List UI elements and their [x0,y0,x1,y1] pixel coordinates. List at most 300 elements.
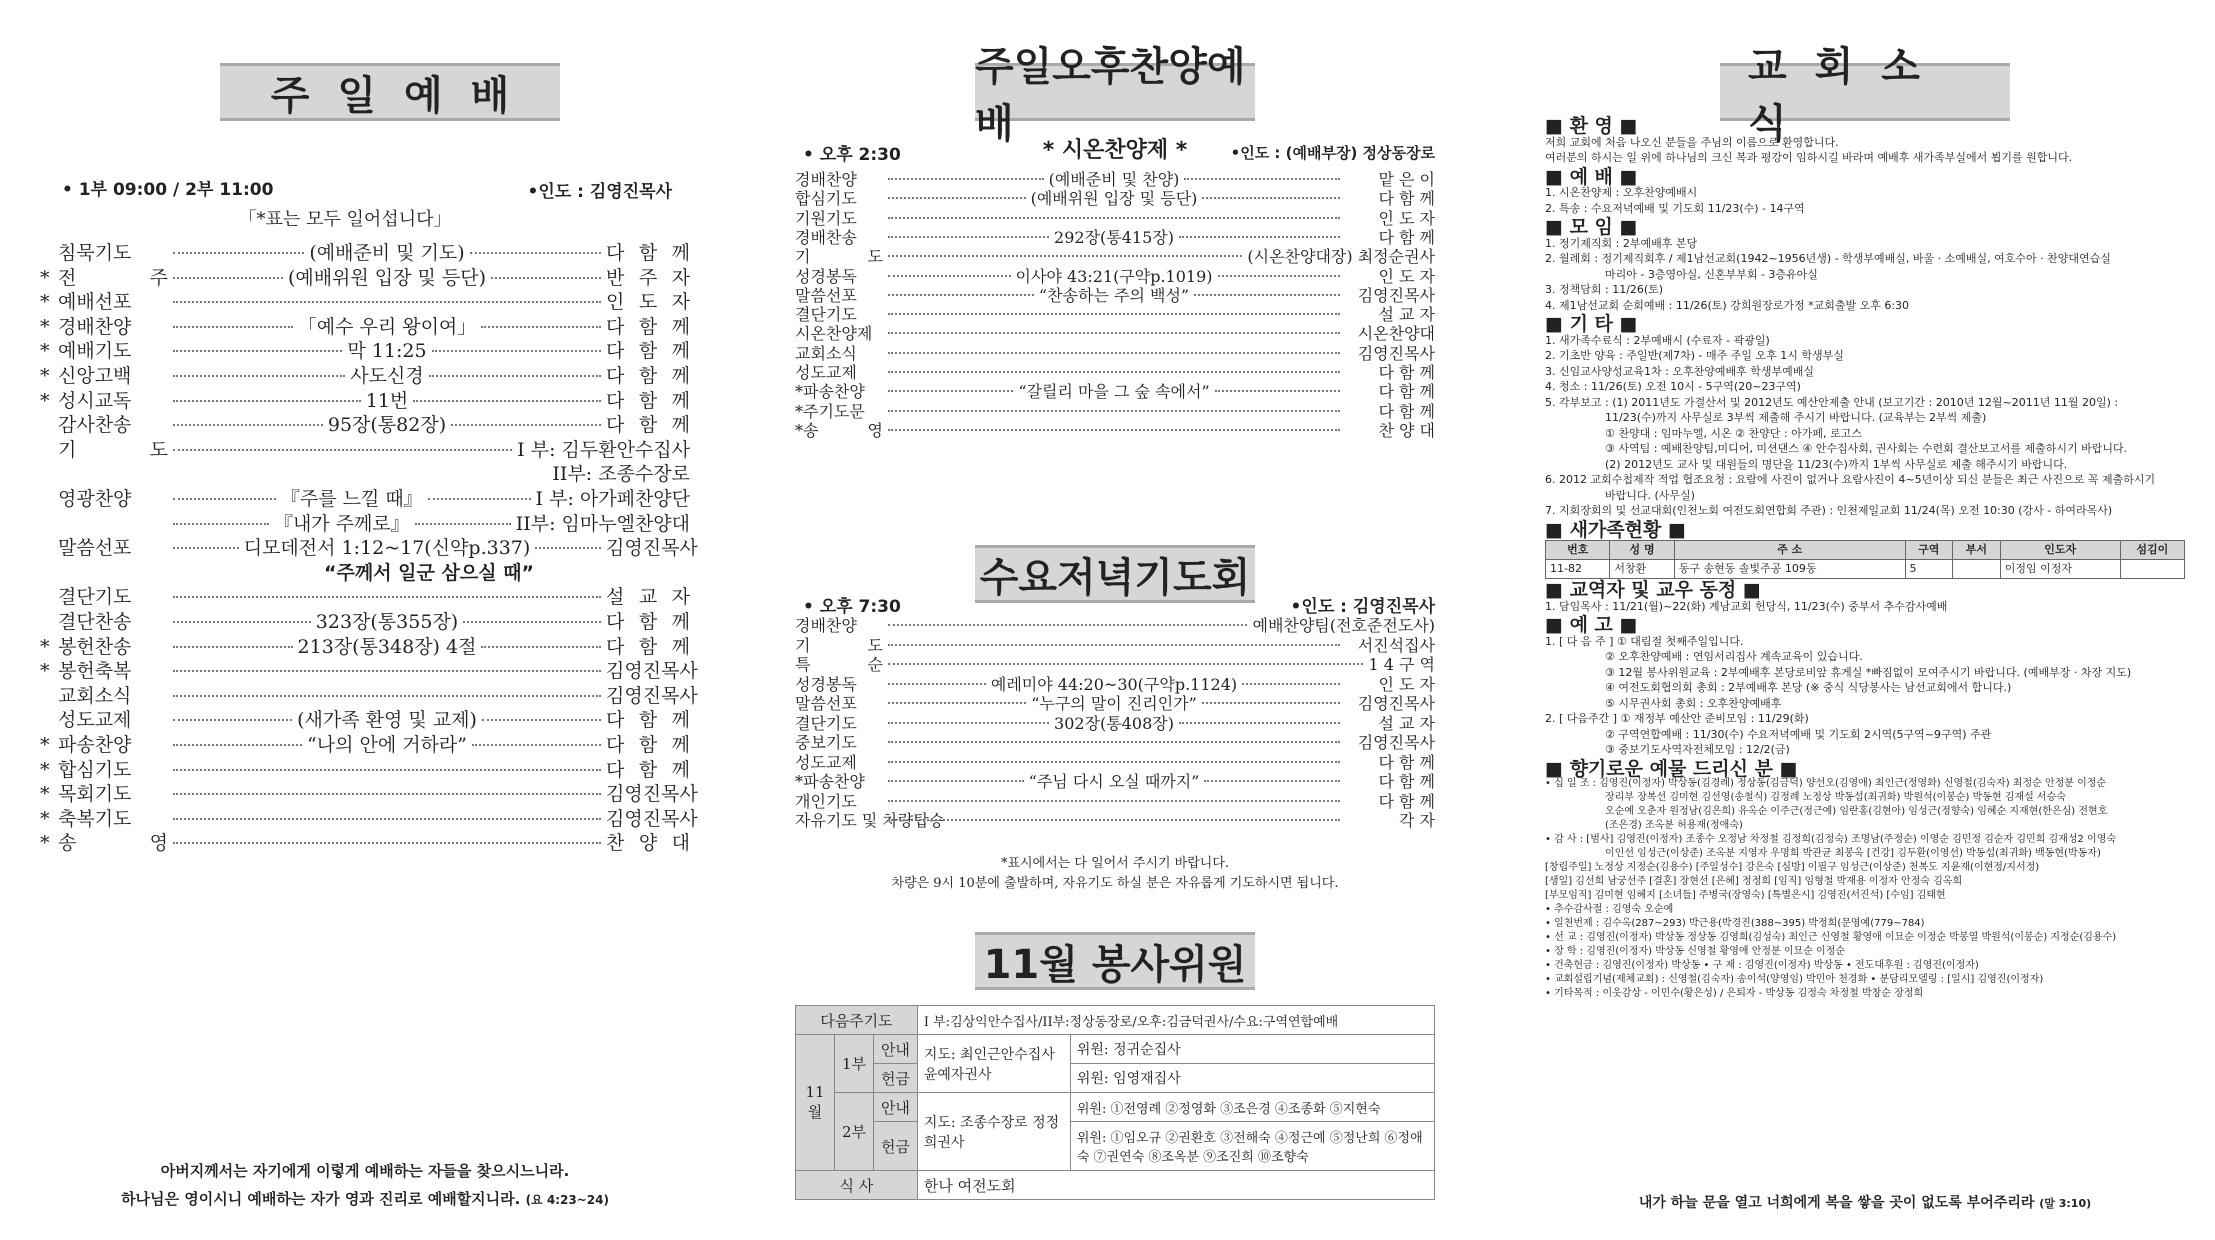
program-label: 합심기도 [58,758,132,781]
news-line: 2. [ 다음주간 ] ① 재정부 예산안 준비모임 : 11/29(화) [1545,712,1809,725]
program-row [795,167,1436,189]
member-2b: 위원: ①임오규 ②권환호 ③전해숙 ④정근예 ⑤정난희 ⑥정애숙 ⑦권연숙 ⑧조옥분 ⑨조진희 ⑩조향숙 [1070,1122,1434,1171]
program-label: 성경봉독 [795,674,857,694]
leader-dots [888,390,1013,392]
other-lines [1545,333,2185,519]
offering-label: 헌금 [874,1122,918,1171]
news-line: • 건축헌금 : 김영진(이정자) 박상동 • 구 제 : 김영진(이정자) 박상동 • 전도대후원 : 김영진(이정자) [1545,960,1979,971]
welcome-lines [1545,135,2185,166]
leader-dots [888,722,1049,724]
program-label: 경배찬송 [795,227,857,247]
closing-scripture: 내가 하늘 문을 열고 너희에게 복을 쌓을 곳이 없도록 부어주리라 (말 3:10) [1638,1195,2092,1211]
vehicle-note: 차량은 9시 10분에 출발하며, 자유기도 하실 분은 자유롭게 기도하시면 됩니다. [891,876,1339,891]
news-line: • 장 학 : 김영진(이정자) 박상동 신영철 황영애 안정분 이묘순 이정순 [1545,946,1846,957]
program-label: 예배기도 [58,340,132,363]
leader-dots [173,350,342,352]
program-label: 결단기도 [58,586,132,609]
program-detail: (새가족 환영 및 교제) [297,709,477,732]
program-label: 성도교제 [795,752,857,772]
leader-dots [888,352,1340,354]
leader-dots [888,197,1026,199]
program-label: 침묵기도 [58,242,132,264]
program-detail: 「예수 우리 왕이여」 [297,315,477,338]
program-person: 인 도 자 [1378,674,1436,694]
program-label: 성도교제 [58,709,132,732]
news-line: ③ 12월 봉사위원교육 : 2부예배후 본당로비앞 휴게실 *빠짐없이 모여주시기 바랍니다. (예배부장 · 차장 지도) [1605,665,2132,679]
news-line: 4. 청소 : 11/26(토) 오전 10시 - 5구역(20~23구역) [1545,380,1801,393]
news-line: ③ 사역팀 : 예배찬양팀,미디어, 미션댄스 ④ 안수집사회, 권사회는 수련회 결산보고서를 제출하시기 바랍니다. [1605,442,2128,455]
leader-dots [415,523,511,525]
leader-dots [888,683,986,685]
program-label: *주기도문 [795,401,865,421]
news-line: • 선 교 : 김영진(이정자) 박상동 정상동 김영희(김성숙) 최인근 신영철 황영애 이묘순 이정순 박봉열 박원석(이봉순) 지정순(김용수) [1545,932,2117,943]
program-person: 각 자 [1399,811,1435,830]
program-detail: (예배준비 및 기도) [309,242,465,264]
leader-dots [535,547,601,549]
program-label: 감사찬송 [58,414,132,437]
leader-dots [173,277,283,279]
staff-news-heading: ■ 교역자 및 교우 동정 ■ [1545,579,1761,601]
program-detail: “찬송하는 주의 백성” [1038,285,1190,305]
next-prayer-label: 다음주기도 [796,1006,918,1035]
program-row [795,672,1436,694]
afternoon-service-column [795,0,1435,1240]
news-line: 저희 교회에 처음 나오신 분들을 주님의 이름으로 환영합니다. [1545,135,1839,149]
program-label: 경배찬양 [795,616,857,635]
leader-dots [1184,178,1340,180]
program-label: *송 영 [795,420,883,440]
program-detail: 『주를 느낄 때』 [280,488,423,510]
member-2a: 위원: ①전영례 ②정영화 ③조은경 ④조종화 ⑤지현숙 [1070,1093,1434,1122]
program-row [795,379,1436,402]
leader-dots [1202,702,1340,704]
program-label: 결단기도 [795,713,857,733]
program-row [795,399,1435,421]
standing-note: *표시에서는 다 일어서 주시기 바랍니다. [1000,856,1230,871]
newcomer-cell: 이정임 이정자 [2000,560,2120,579]
leader-dots [481,646,601,648]
program-row [795,186,1436,209]
program-label: 개인기도 [795,791,857,811]
leader-dots [491,277,601,279]
offering-label: 헌금 [874,1064,918,1093]
program-row [795,711,1435,733]
program-person: 다 함 께 [606,758,690,781]
news-line: • 추수감사절 : 김영숙 오순예 [1545,904,1674,915]
program-label: 성경봉독 [795,266,857,286]
program-detail: “나의 안에 거하라” [307,734,467,756]
leader-dots [173,424,323,426]
program-label: 기원기도 [795,208,857,228]
news-line: • 기타목적 : 이웃감상 - 이민수(황은성) / 은퇴자 - 박상동 김정숙 차정철 박창순 장정희 [1545,988,1924,999]
program-person: 다 함 께 [606,709,690,732]
program-person: 다 함 께 [1378,189,1436,209]
news-line: ④ 여전도회협의회 총회 : 2부예배후 본당 (※ 중식 식당봉사는 남선교회에서 합니다.) [1605,681,2012,694]
news-line: 6. 2012 교회수첩제작 적업 협조요청 : 요람에 사진이 없거나 요람사진이 4~5년이상 되신 분들은 최근 사진으로 꼭 제출하시기 [1545,473,2156,486]
news-line: 1. 담임목사 : 11/21(월)~22(화) 계남교회 헌당식, 11/23(수) 중부서 추수감사예배 [1545,599,1948,613]
news-line: (2) 2012년도 교사 및 대원들의 명단을 11/23(수)까지 1부씩 사무실로 제출 해주시기 바랍니다. [1605,457,2068,471]
newcomer-cell: 동구 송현동 솔빛주공 109동 [1674,560,1905,579]
program-person: 다 함 께 [606,734,691,756]
news-line: 1. 시온찬양제 : 오후찬양예배시 [1545,186,1698,199]
section-title: 11월 봉사위원 [975,932,1255,990]
leader-dots [1215,390,1340,392]
news-line: 2. 특송 : 수요저녁예배 및 기도회 11/23(수) - 14구역 [1545,201,1805,215]
leader-dots [1218,275,1341,277]
month-cell: 11월 [796,1035,835,1171]
star-mark: * [40,266,50,289]
service-time: • 오후 2:30 [803,145,901,165]
service-leader: •인도 : 김영진목사 [1290,597,1435,617]
newcomer-col-header: 번호 [1546,541,1610,560]
leader-dots [173,818,601,820]
program-row [795,789,1435,811]
program-label: 중보기도 [795,733,857,752]
leader-dots [888,780,1024,782]
star-mark: * [40,807,50,830]
program-row [795,244,1435,267]
program-row [795,206,1435,228]
program-label: 말씀선포 [795,694,857,713]
program-person: 인 도 자 [1378,208,1435,228]
newcomer-table [1545,540,2185,579]
leader-dots [888,624,1247,626]
program-label: 목회기도 [58,783,132,806]
program-row [795,730,1435,752]
news-line: 7. 지회장회의 및 선교대회(인천노회 여전도회연합회 주관) : 인천제일교회 11/24(목) 오전 10:30 (강사 - 하여라목사) [1545,504,2113,517]
newcomer-header-row [1546,541,2185,560]
program-person: 김영진목사 [606,807,698,830]
program-detail: (예배위원 입장 및 등단) [287,266,487,289]
leader-dots [888,178,1044,180]
program-person: 1 4 구 역 [1368,655,1435,674]
program-person: 예배찬양팀(전호준전도사) [1252,616,1435,635]
program-label: 시온찬양제 [795,324,873,344]
program-label: 경배찬양 [58,315,132,338]
program-detail: 292장(통415장) [1054,227,1174,247]
program-label: 결단찬송 [58,611,132,633]
leader-dots [888,255,1242,257]
program-label: 자유기도 및 차량탑승 [795,811,945,830]
program-person: 김영진목사 [1357,694,1436,713]
program-label: 예배선포 [58,291,132,314]
leader-dots [1179,236,1340,238]
program-detail: 막 11:25 [347,340,427,363]
news-line: [창립주일] 노정상 지정순(김용수) [주일성수] 강은숙 [심방] 이필구 임성근(이상준) 천복도 지윤재(이현정/지서정) [1545,862,2040,873]
star-mark: * [40,783,50,806]
news-line: 3. 신임교사양성교육1차 : 오후찬양예배후 학생부예배실 [1545,364,1814,378]
news-line: 바랍니다. (사무실) [1605,488,1695,502]
leader-dots [1179,722,1340,724]
program-row [795,613,1435,635]
program-person: 다 함 께 [1378,772,1436,791]
leader-dots [173,547,239,549]
program-detail: (예배준비 및 찬양) [1048,170,1180,189]
leader-dots [173,498,276,500]
news-line: 오순예 오춘자 원정남(김은희) 유옥순 이주근(정근예) 임란홍(김현아) 임성근(정향숙) 임혜순 지재현(한은심) 전현호 [1605,806,2108,817]
church-news-column [1545,0,2185,1240]
guide-label: 안내 [874,1035,918,1064]
news-line: • 일천번제 : 김수옥(287~293) 박근용(박경진(388~395) 박정희(문영예(779~784) [1545,918,1925,929]
meeting-heading: ■ 모 임 ■ [1545,216,1638,238]
leader-dots [472,744,601,746]
program-person: 김영진목사 [1357,733,1435,752]
notice-lines [1545,634,2185,758]
leader-dots [888,313,1340,315]
leader-dots [1204,780,1340,782]
staff-news-lines [1545,599,2185,615]
leader-dots [888,761,1340,763]
notice-heading: ■ 예 고 ■ [1545,614,1638,636]
section-title: 주일오후찬양예배 [975,63,1255,121]
program-person: II부: 임마누엘찬양대 [515,512,691,535]
program-detail: 예레미야 44:20~30(구약p.1124) [990,674,1238,694]
program-label: 영광찬양 [58,488,132,510]
newcomer-col-header: 부서 [1953,541,2001,560]
leader-dots [888,371,1340,373]
news-line: 11/23(수)까지 사무실로 3부씩 제출해 주시기 바랍니다. (교육부는 2부씩 제출) [1605,411,1987,424]
program-label: 말씀선포 [795,285,857,305]
meeting-lines [1545,236,2185,314]
program-person: 다 함 께 [606,611,691,633]
program-label: 기 도 [795,247,883,267]
program-person: 다 함 께 [1378,227,1435,247]
section-title: 주일예배 [220,63,560,121]
newcomer-cell: 서창환 [1610,560,1674,579]
leader-dots [888,332,1340,334]
leader-dots [888,663,1363,665]
program-detail: 302장(통408장) [1054,713,1174,733]
leader-dots [173,596,601,598]
service-theme: * 시온찬양제 * [1042,138,1188,163]
star-mark: * [40,758,50,781]
news-line: ① 찬양대 : 임마누엘, 시온 ② 찬양단 : 아가페, 로고스 [1605,426,1862,440]
news-line: ⑤ 시무권사회 총회 : 오후찬양예배후 [1605,696,1782,710]
news-line: • 감 사 : [범사] 김영진(이정자) 조종수 오정남 차정철 김정희(김정숙) 조명남(주정순) 이영순 김민정 김순자 김민희 김재성2 이영숙 [1545,834,2117,845]
part-2: 2부 [835,1093,874,1171]
news-line: 2. 월례회 : 정기제직회후 / 제1남선교회(1942~1956년생) - 학생부예배실, 바울 · 소예배실, 여호수아 · 찬양대연습실 [1545,252,2111,265]
program-person: 다 함 께 [606,414,690,437]
leader-dots [888,741,1340,743]
program-label: 파송찬양 [58,734,132,756]
leader-dots [1242,683,1340,685]
program-person: 설 교 자 [606,586,690,609]
section-title: 교회소식 [1720,63,2010,121]
leader-dots [888,429,1340,431]
program-person: 다 함 께 [606,315,690,338]
news-line: 4. 제1남선교회 순회예배 : 11/26(토) 강희원장로가정 *교회출발 오후 6:30 [1545,298,1910,312]
section-title: 수요저녁기도회 [975,545,1255,603]
program-person: (시온찬양대장) 최정순권사 [1247,247,1435,267]
star-mark: * [40,365,50,387]
member-1b: 위원: 임영재집사 [1070,1064,1434,1093]
newcomer-cell [2120,560,2184,579]
news-line: 장리부 장복선 김미현 김선영(송철식) 김정례 노정상 박동섭(최귀화) 박원석(이봉순) 박동현 김재설 서승숙 [1605,792,2066,803]
program-label: 기 도 [58,438,168,461]
news-line: 3. 정책담회 : 11/26(토) [1545,283,1664,296]
newcomer-cell [1953,560,2001,579]
leader-dots [429,375,601,377]
program-person: I 부: 아가페찬양단 [535,488,691,510]
news-line: • 교회설립기념(제체교회) : 신영철(김숙자) 송이석(양영임) 박민아 천경화 • 분담리모델링 : [일시] 김영진(이정자) [1545,974,2044,985]
program-row [795,769,1436,791]
leader-dots [173,326,293,328]
news-line: 2. 기초반 양육 : 주일반(제7차) - 매주 주일 오후 1시 학생부실 [1545,349,1844,362]
news-line: 마리아 - 3층영아실, 신혼부부회 - 3층유아실 [1605,267,1818,281]
program-detail: 213장(통348장) 4절 [297,635,477,658]
program-person: 김영진목사 [606,537,698,560]
leader-dots [173,695,601,697]
newcomer-cell: 11-82 [1546,560,1610,579]
other-heading: ■ 기 타 ■ [1545,313,1638,335]
program-row [795,360,1435,382]
leader-dots [888,275,1011,277]
program-person: 인 도 자 [1378,266,1436,286]
worship-lines [1545,185,2185,216]
program-detail: (예배위원 입장 및 등단) [1030,189,1198,209]
newcomer-col-header: 섬김이 [2120,541,2184,560]
newcomer-row [1546,560,2185,579]
leader-dots [481,326,601,328]
star-mark: * [40,635,50,658]
program-detail: 11번 [365,389,409,412]
program-row [795,418,1435,440]
leader-dots [428,498,531,500]
newcomer-col-header: 인도자 [2000,541,2120,560]
service-time: • 오후 7:30 [803,597,901,617]
program-person: 김영진목사 [606,660,698,683]
news-line: (조은경) 조옥분 허용재(정애숙) [1605,820,1743,831]
leader-dots [451,424,601,426]
program-person: 설 교 자 [1378,305,1435,325]
star-mark: * [40,832,50,855]
program-person: 다 함 께 [1378,791,1435,811]
program-person: II부: 조종수장로 [552,463,690,486]
program-label: 교회소식 [58,684,132,707]
program-row [795,283,1435,305]
program-row [795,750,1435,772]
leader-dots [888,294,1034,296]
program-person: 다 함 께 [1378,752,1435,772]
leader-dots [463,621,601,623]
program-detail: 『내가 주께로』 [273,512,410,535]
program-detail: 이사야 43:21(구약p.1019) [1015,266,1213,286]
program-label: *파송찬양 [795,772,865,791]
program-person: 인 도 자 [606,291,690,314]
volunteer-table [795,1005,1435,1200]
program-person: 김영진목사 [606,783,698,806]
program-person: I 부: 김두환안수집사 [517,438,690,461]
program-label: 전 주 [58,266,168,289]
leader-dots [413,400,601,402]
program-person: 김영진목사 [606,684,698,707]
news-line: 1. [ 다 음 주 ] ① 대림절 첫째주일입니다. [1545,634,1744,648]
newcomer-col-header: 성 명 [1610,541,1674,560]
program-label: 기 도 [795,635,883,655]
guide-1: 지도: 최인근안수집사 윤예자권사 [917,1035,1070,1093]
leader-dots [173,842,601,844]
news-body [1545,115,2185,1001]
program-label: 결단기도 [795,305,857,325]
program-label: 특 순 [795,655,883,674]
meal-value: 한나 여전도회 [917,1171,1434,1200]
program-label: 말씀선포 [58,537,132,560]
program-row [795,341,1435,363]
leader-dots [432,350,601,352]
program-detail: “갈릴리 마을 그 숲 속에서” [1018,382,1210,402]
leader-dots [888,410,1340,412]
program-row [795,225,1435,247]
leader-dots [173,621,311,623]
leader-dots [173,523,269,525]
program-detail: “주님 다시 오실 때까지” [1028,772,1200,791]
leader-dots [482,719,601,721]
program-person: 다 함 께 [1378,363,1435,382]
program-person: 다 함 께 [606,340,690,363]
program-row [795,302,1435,325]
program-row [795,633,1435,655]
program-row [795,652,1435,674]
leader-dots [173,646,293,648]
part-1: 1부 [835,1035,874,1093]
news-line: • 십 일 조 : 김영진(이정자) 박상동(김경례) 정상동(김금덕) 양선오(김영애) 최인근(정영화) 신영철(김숙자) 최정순 안정분 이정순 [1545,778,2107,789]
program-person: 서진석집사 [1357,635,1435,655]
sunday-service-column [40,0,698,1240]
star-mark: * [40,315,50,338]
news-line: [부모임직] 김미현 임혜지 [소녀들] 주병국(장영숙) [특별은시] 김영진(서진석) [수임] 김태현 [1545,890,1946,901]
news-line: ② 오후찬양예배 : 연임서리집사 계속교육이 있습니다. [1605,650,1863,663]
program-row [795,808,1435,830]
program-person: 다 함 께 [1378,401,1435,421]
program-label: 경배찬양 [795,170,857,189]
leader-dots [1194,294,1340,296]
leader-dots [888,800,1340,802]
news-line: 5. 각부보고 : (1) 2011년도 가결산서 및 2012년도 예산안제출 안내 (보고기간 : 2010년 12월~2011년 11월 20일) : [1545,395,2119,409]
scripture-line-1: 아버지께서는 자기에게 이렇게 예배하는 자들을 찾으시느니라. [160,1162,570,1180]
leader-dots [173,744,302,746]
star-mark: * [40,389,50,412]
program-person: 찬 양 대 [1378,420,1435,440]
program-person: 찬 양 대 [606,832,690,855]
program-row [40,828,690,856]
program-person: 김영진목사 [1357,343,1435,363]
newcomer-heading: ■ 새가족현황 ■ [1545,518,1686,541]
news-line: 이인선 임성근(이상준) 조옥분 지영자 우명희 박관균 최봉옥 [건강] 김두환(이영선) 박동섭(최귀화) 백동현(박동자) [1605,848,2101,859]
program-detail: 95장(통82장) [327,414,447,437]
leader-dots [173,793,601,795]
program-row [795,321,1435,344]
service-leader: •인도 : 김영진목사 [527,182,672,202]
member-1a: 위원: 정귀순집사 [1070,1035,1434,1064]
scripture-line-2: 하나님은 영이시니 예배하는 자가 영과 진리로 예배할지니라. (요 4:23~24) [121,1190,609,1208]
leader-dots [173,400,361,402]
program-label: 송 영 [58,832,168,855]
guide-2: 지도: 조종수장로 정정희권사 [917,1093,1070,1171]
offering-lines [1545,777,2185,1001]
program-person: 반 주 자 [606,266,691,289]
leader-dots [888,217,1340,219]
program-label: *파송찬양 [795,382,865,402]
program-detail: 사도신경 [350,365,424,387]
news-line: [생일] 김선희 남궁선주 [결혼] 장현선 [은혜] 정정희 [임직] 임형철 박재용 이정자 안정숙 김옥희 [1545,876,1963,887]
program-person: 맡 은 이 [1378,170,1436,189]
program-row [795,691,1436,713]
news-line: 여러분의 하시는 일 위에 하나님의 크신 복과 평강이 임하시길 바라며 예배후 새가족부실에서 뵙기를 원합니다. [1545,151,2073,164]
guide-label: 안내 [874,1093,918,1122]
program-person: 김영진목사 [1357,285,1435,305]
program-person: 다 함 께 [1378,382,1436,402]
leader-dots [470,252,601,254]
